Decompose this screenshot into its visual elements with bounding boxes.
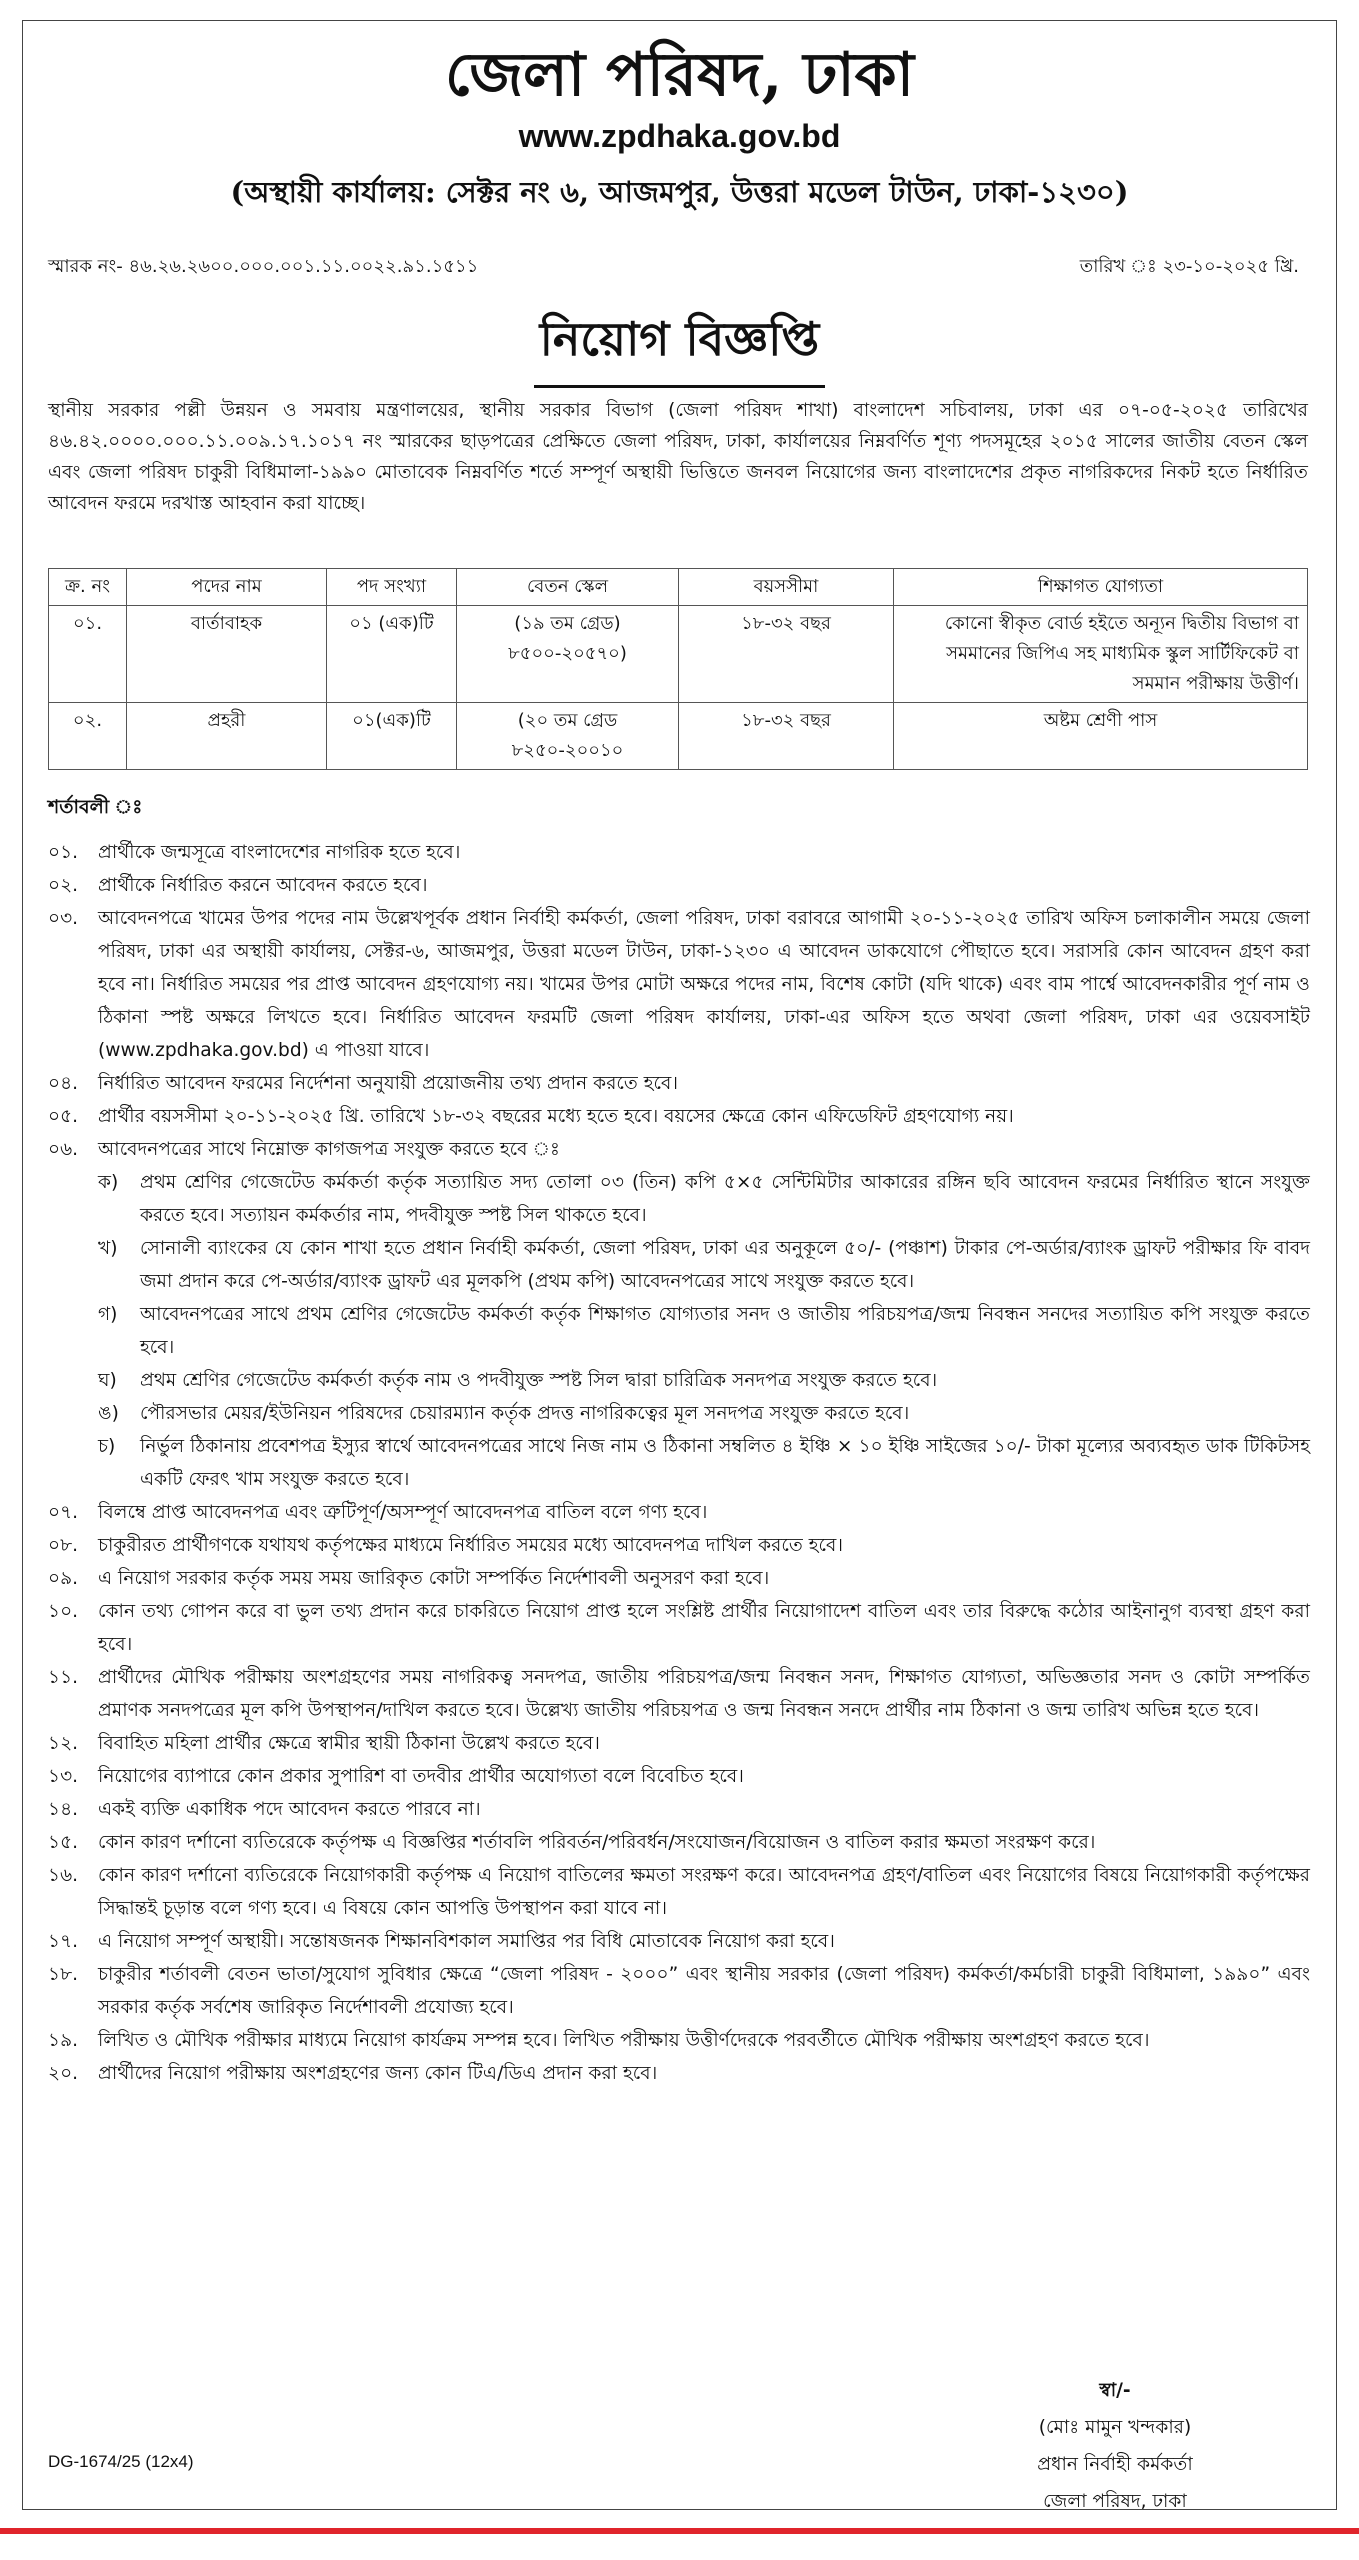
condition-number: ০৩. xyxy=(48,908,79,929)
condition-text: বিলম্বে প্রাপ্ত আবেদনপত্র এবং ত্রুটিপূর্ণ/অসম্পূর্ণ আবেদনপত্র বাতিল বলে গণ্য হবে। xyxy=(98,1502,708,1523)
condition-number: ১৬. xyxy=(48,1865,79,1886)
signatory-designation: প্রধান নির্বাহী কর্মকর্তা xyxy=(1037,2454,1193,2475)
table-row xyxy=(49,703,1308,770)
condition-number: ১১. xyxy=(48,1667,79,1688)
website-link[interactable]: www.zpdhaka.gov.bd xyxy=(518,118,841,154)
condition-text: প্রার্থীদের নিয়োগ পরীক্ষায় অংশগ্রহণের জন্য কোন টিএ/ডিএ প্রদান করা হবে। xyxy=(98,2063,658,2084)
condition-number: ০৮. xyxy=(48,1535,79,1556)
condition-item xyxy=(48,869,1310,902)
sub-condition-text: আবেদনপত্রের সাথে প্রথম শ্রেণির গেজেটেড কর্মকর্তা কর্তৃক শিক্ষাগত যোগ্যতার সনদ ও জাতীয় পরিচয়পত্র/জন্ম নিবন্ধন সনদের সত্যায়িত কপি সংযুক্ত করতে হবে। xyxy=(140,1304,1310,1358)
notice-heading: নিয়োগ বিজ্ঞপ্তি xyxy=(534,305,825,388)
sub-condition-item xyxy=(48,1166,1310,1232)
condition-item xyxy=(48,1727,1310,1760)
condition-text: প্রার্থীদের মৌখিক পরীক্ষায় অংশগ্রহণের সময় নাগরিকত্ব সনদপত্র, জাতীয় পরিচয়পত্র/জন্ম নিবন্ধন সনদ, শিক্ষাগত যোগ্যতা, অভিজ্ঞতার সনদ ও কোটা সম্পর্কিত প্রমাণক সনদপত্রের মূল কপি উপস্থাপন/দাখিল করতে হবে। উল্লেখ্য জাতীয় পরিচয়পত্র ও জন্ম নিবন্ধন সনদে প্রার্থীর নাম ঠিকানা ও জন্ম তারিখ অভিন্ন হতে হবে। xyxy=(98,1667,1310,1721)
condition-item xyxy=(48,1595,1310,1661)
sub-condition-text: প্রথম শ্রেণির গেজেটেড কর্মকর্তা কর্তৃক নাম ও পদবীযুক্ত স্পষ্ট সিল দ্বারা চারিত্রিক সনদপত্র সংযুক্ত করতে হবে। xyxy=(140,1370,938,1391)
condition-text: চাকুরীর শর্তাবলী বেতন ভাতা/সুযোগ সুবিধার ক্ষেত্রে “জেলা পরিষদ - ২০০০” এবং স্থানীয় সরকার (জেলা পরিষদ) কর্মকর্তা/কর্মচারী চাকুরী বিধিমালা, ১৯৯০” এবং সরকার কর্তৃক সর্বশেষ জারিকৃত নির্দেশাবলী প্রযোজ্য হবে। xyxy=(98,1964,1310,2018)
sub-condition-marker: ঙ) xyxy=(98,1403,119,1424)
cell-qualification: অষ্টম শ্রেণী পাস xyxy=(894,703,1308,770)
condition-item xyxy=(48,1661,1310,1727)
condition-text: এ নিয়োগ সম্পূর্ণ অস্থায়ী। সন্তোষজনক শিক্ষানবিশকাল সমাপ্তির পর বিধি মোতাবেক নিয়োগ করা হবে। xyxy=(98,1931,835,1952)
sub-condition-text: প্রথম শ্রেণির গেজেটেড কর্মকর্তা কর্তৃক সত্যায়িত সদ্য তোলা ০৩ (তিন) কপি ৫×৫ সেন্টিমিটার আকারের রঙ্গিন ছবি আবেদন ফরমের নির্ধারিত স্থানে সংযুক্ত করতে হবে। সত্যায়ন কর্মকর্তার নাম, পদবীযুক্ত স্পষ্ট সিল থাকতে হবে। xyxy=(140,1172,1310,1226)
cell-post: প্রহরী xyxy=(127,703,327,770)
signature-block xyxy=(990,2372,1240,2520)
condition-text: কোন কারণ দর্শানো ব্যতিরেকে নিয়োগকারী কর্তৃপক্ষ এ নিয়োগ বাতিলের ক্ষমতা সংরক্ষণ করে। আবেদনপত্র গ্রহণ/বাতিল এবং নিয়োগের বিষয়ে নিয়োগকারী কর্তৃপক্ষের সিদ্ধান্তই চূড়ান্ত বলে গণ্য হবে। এ বিষয়ে কোন আপত্তি উপস্থাপন করা যাবে না। xyxy=(98,1865,1310,1919)
sub-condition-item xyxy=(48,1232,1310,1298)
condition-item xyxy=(48,1859,1310,1925)
col-header-age: বয়সসীমা xyxy=(679,569,894,606)
condition-number: ১৭. xyxy=(48,1931,79,1952)
condition-item xyxy=(48,1925,1310,1958)
cell-scale xyxy=(457,606,679,703)
sub-condition-marker: ঘ) xyxy=(98,1370,117,1391)
condition-number: ০২. xyxy=(48,875,79,896)
dg-code: DG-1674/25 (12x4) xyxy=(48,2452,194,2471)
condition-number: ১৩. xyxy=(48,1766,79,1787)
condition-item xyxy=(48,1958,1310,2024)
sub-condition-text: পৌরসভার মেয়র/ইউনিয়ন পরিষদের চেয়ারম্যান কর্তৃক প্রদত্ত নাগরিকত্বের মূল সনদপত্র সংযুক্ত করতে হবে। xyxy=(140,1403,910,1424)
condition-item xyxy=(48,1100,1310,1133)
footer-accent-line xyxy=(0,2528,1359,2534)
condition-item xyxy=(48,1826,1310,1859)
condition-item xyxy=(48,836,1310,869)
condition-item xyxy=(48,2057,1310,2090)
condition-number: ২০. xyxy=(48,2063,79,2084)
cell-qualification: কোনো স্বীকৃত বোর্ড হইতে অন্যূন দ্বিতীয় বিভাগ বা সমমানের জিপিএ সহ মাধ্যমিক স্কুল সার্টিফিকেট বা সমমান পরীক্ষায় উত্তীর্ণ। xyxy=(894,606,1308,703)
cell-scale-grade: (১৯ তম গ্রেড) xyxy=(514,613,621,634)
condition-text: নিয়োগের ব্যাপারে কোন প্রকার সুপারিশ বা তদবীর প্রার্থীর অযোগ্যতা বলে বিবেচিত হবে। xyxy=(98,1766,744,1787)
cell-post: বার্তাবাহক xyxy=(127,606,327,703)
cell-count: ০১ (এক)টি xyxy=(327,606,457,703)
condition-text: কোন কারণ দর্শানো ব্যতিরেকে কর্তৃপক্ষ এ বিজ্ঞপ্তির শর্তাবলি পরিবর্তন/পরিবর্ধন/সংযোজন/বিয়োজন ও বাতিল করার ক্ষমতা সংরক্ষণ করে। xyxy=(98,1832,1096,1853)
condition-item xyxy=(48,1562,1310,1595)
condition-number: ০৭. xyxy=(48,1502,79,1523)
col-header-serial: ক্র. নং xyxy=(49,569,127,606)
cell-scale-range: ৮২৫০-২০০১০ xyxy=(511,740,624,761)
office-title: জেলা পরিষদ, ঢাকা xyxy=(444,40,914,110)
condition-number: ১৫. xyxy=(48,1832,79,1853)
condition-number: ০১. xyxy=(48,842,79,863)
memo-number: স্মারক নং- ৪৬.২৬.২৬০০.০০০.০০১.১১.০০২২.৯১.১৫১১ xyxy=(48,256,479,277)
condition-item xyxy=(48,1760,1310,1793)
cell-serial: ০২. xyxy=(49,703,127,770)
cell-age: ১৮-৩২ বছর xyxy=(679,606,894,703)
office-address: (অস্থায়ী কার্যালয়: সেক্টর নং ৬, আজমপুর, উত্তরা মডেল টাউন, ঢাকা-১২৩০) xyxy=(230,175,1129,209)
condition-item xyxy=(48,1496,1310,1529)
sub-condition-item xyxy=(48,1430,1310,1496)
conditions-heading: শর্তাবলী ঃ xyxy=(48,796,143,818)
sub-condition-marker: গ) xyxy=(98,1304,118,1325)
condition-number: ১৯. xyxy=(48,2030,79,2051)
vacancy-table xyxy=(48,568,1308,770)
condition-number: ১৮. xyxy=(48,1964,79,1985)
condition-number: ০৪. xyxy=(48,1073,79,1094)
signatory-office: জেলা পরিষদ, ঢাকা xyxy=(1043,2491,1187,2512)
notice-heading-wrap xyxy=(0,305,1359,388)
condition-text: চাকুরীরত প্রার্থীগণকে যথাযথ কর্তৃপক্ষের মাধ্যমে নির্ধারিত সময়ের মধ্যে আবেদনপত্র দাখিল করতে হবে। xyxy=(98,1535,843,1556)
condition-number: ০৬. xyxy=(48,1139,79,1160)
sub-condition-item xyxy=(48,1298,1310,1364)
condition-number: ০৫. xyxy=(48,1106,79,1127)
condition-text: কোন তথ্য গোপন করে বা ভুল তথ্য প্রদান করে চাকরিতে নিয়োগ প্রাপ্ত হলে সংশ্লিষ্ট প্রার্থীর নিয়োগাদেশ বাতিল এবং তার বিরুদ্ধে কঠোর আইনানুগ ব্যবস্থা গ্রহণ করা হবে। xyxy=(98,1601,1310,1655)
condition-item xyxy=(48,1793,1310,1826)
col-header-post: পদের নাম xyxy=(127,569,327,606)
condition-text: আবেদনপত্রের সাথে নিম্নোক্ত কাগজপত্র সংযুক্ত করতে হবে ঃ xyxy=(98,1139,560,1160)
condition-number: ১২. xyxy=(48,1733,79,1754)
sub-condition-item xyxy=(48,1364,1310,1397)
condition-item xyxy=(48,1067,1310,1100)
condition-text: নির্ধারিত আবেদন ফরমের নির্দেশনা অনুযায়ী প্রয়োজনীয় তথ্য প্রদান করতে হবে। xyxy=(98,1073,678,1094)
condition-number: ১০. xyxy=(48,1601,79,1622)
sub-condition-marker: ক) xyxy=(98,1172,119,1193)
condition-number: ১৪. xyxy=(48,1799,79,1820)
cell-serial: ০১. xyxy=(49,606,127,703)
condition-text: প্রার্থীর বয়সসীমা ২০-১১-২০২৫ খ্রি. তারিখে ১৮-৩২ বছরের মধ্যে হতে হবে। বয়সের ক্ষেত্রে কোন এফিডেফিট গ্রহণযোগ্য নয়। xyxy=(98,1106,1014,1127)
sub-condition-text: নির্ভুল ঠিকানায় প্রবেশপত্র ইস্যুর স্বার্থে আবেদনপত্রের সাথে নিজ নাম ও ঠিকানা সম্বলিত ৪ ইঞ্চি × ১০ ইঞ্চি সাইজের ১০/- টাকা মূল্যের অব্যবহৃত ডাক টিকিটসহ একটি ফেরৎ খাম সংযুক্ত করতে হবে। xyxy=(140,1436,1310,1490)
signature-mark: স্বা/- xyxy=(1099,2380,1131,2401)
table-header-row xyxy=(49,569,1308,606)
condition-item xyxy=(48,2024,1310,2057)
condition-item xyxy=(48,1529,1310,1562)
condition-text: লিখিত ও মৌখিক পরীক্ষার মাধ্যমে নিয়োগ কার্যক্রম সম্পন্ন হবে। লিখিত পরীক্ষায় উত্তীর্ণদেরকে পরবর্তীতে মৌখিক পরীক্ষায় অংশগ্রহণ করতে হবে। xyxy=(98,2030,1150,2051)
sub-condition-marker: খ) xyxy=(98,1238,118,1259)
condition-text: একই ব্যক্তি একাধিক পদে আবেদন করতে পারবে না। xyxy=(98,1799,481,1820)
signatory-name: (মোঃ মামুন খন্দকার) xyxy=(1038,2417,1192,2438)
condition-text: এ নিয়োগ সরকার কর্তৃক সময় সময় জারিকৃত কোটা সম্পর্কিত নির্দেশাবলী অনুসরণ করা হবে। xyxy=(98,1568,770,1589)
sub-condition-item xyxy=(48,1397,1310,1430)
cell-scale-range: ৮৫০০-২০৫৭০) xyxy=(508,643,627,664)
table-row xyxy=(49,606,1308,703)
condition-text: প্রার্থীকে জন্মসূত্রে বাংলাদেশের নাগরিক হতে হবে। xyxy=(98,842,461,863)
condition-item xyxy=(48,1133,1310,1166)
condition-text: প্রার্থীকে নির্ধারিত করনে আবেদন করতে হবে। xyxy=(98,875,428,896)
cell-scale xyxy=(457,703,679,770)
cell-age: ১৮-৩২ বছর xyxy=(679,703,894,770)
condition-text: বিবাহিত মহিলা প্রার্থীর ক্ষেত্রে স্বামীর স্থায়ী ঠিকানা উল্লেখ করতে হবে। xyxy=(98,1733,600,1754)
condition-item xyxy=(48,902,1310,1067)
cell-scale-grade: (২০ তম গ্রেড xyxy=(517,710,618,731)
condition-number: ০৯. xyxy=(48,1568,79,1589)
condition-text: আবেদনপত্রে খামের উপর পদের নাম উল্লেখপূর্বক প্রধান নির্বাহী কর্মকর্তা, জেলা পরিষদ, ঢাকা বরাবরে আগামী ২০-১১-২০২৫ তারিখ অফিস চলাকালীন সময়ে জেলা পরিষদ, ঢাকা এর অস্থায়ী কার্যালয়, সেক্টর-৬, আজমপুর, উত্তরা মডেল টাউন, ঢাকা-১২৩০ এ আবেদন ডাকযোগে পৌছাতে হবে। সরাসরি কোন আবেদন গ্রহণ করা হবে না। নির্ধারিত সময়ের পর প্রাপ্ত আবেদন গ্রহণযোগ্য নয়। খামের উপর মোটা অক্ষরে পদের নাম, বিশেষ কোটা (যদি থাকে) এবং বাম পার্শ্বে আবেদনকারীর পূর্ণ নাম ও ঠিকানা স্পষ্ট অক্ষরে লিখতে হবে। নির্ধারিত আবেদন ফরমটি জেলা পরিষদ কার্যালয়, ঢাকা-এর অফিস হতে অথবা জেলা পরিষদ, ঢাকা এর ওয়েবসাইট (www.zpdhaka.gov.bd) এ পাওয়া যাবে। xyxy=(98,908,1310,1061)
cell-count: ০১(এক)টি xyxy=(327,703,457,770)
intro-paragraph: স্থানীয় সরকার পল্লী উন্নয়ন ও সমবায় মন্ত্রণালয়ের, স্থানীয় সরকার বিভাগ (জেলা পরিষদ শাখা) বাংলাদেশ সচিবালয়, ঢাকা এর ০৭-০৫-২০২৫ তারিখের ৪৬.৪২.০০০০.০০০.১১.০০৯.১৭.১০১৭ নং স্মারকের ছাড়পত্রের প্রেক্ষিতে জেলা পরিষদ, ঢাকা, কার্যালয়ের নিম্নবর্ণিত শূণ্য পদসমূহের ২০১৫ সালের জাতীয় বেতন স্কেল এবং জেলা পরিষদ চাকুরী বিধিমালা-১৯৯০ মোতাবেক নিম্নবর্ণিত শর্তে সম্পূর্ণ অস্থায়ী ভিত্তিতে জনবল নিয়োগের জন্য বাংলাদেশের প্রকৃত নাগরিকদের নিকট হতে নির্ধারিত আবেদন ফরমে দরখাস্ত আহবান করা যাচ্ছে। xyxy=(48,400,1308,514)
notice-date: তারিখ ঃ ২৩-১০-২০২৫ খ্রি. xyxy=(1079,256,1299,277)
col-header-count: পদ সংখ্যা xyxy=(327,569,457,606)
sub-condition-text: সোনালী ব্যাংকের যে কোন শাখা হতে প্রধান নির্বাহী কর্মকর্তা, জেলা পরিষদ, ঢাকা এর অনুকূলে ৫০/- (পঞ্চাশ) টাকার পে-অর্ডার/ব্যাংক ড্রাফট পরীক্ষার ফি বাবদ জমা প্রদান করে পে-অর্ডার/ব্যাংক ড্রাফট এর মূলকপি (প্রথম কপি) আবেদনপত্রের সাথে সংযুক্ত করতে হবে। xyxy=(140,1238,1310,1292)
sub-condition-marker: চ) xyxy=(98,1436,116,1457)
col-header-qualification: শিক্ষাগত যোগ্যতা xyxy=(894,569,1308,606)
col-header-scale: বেতন স্কেল xyxy=(457,569,679,606)
conditions-list xyxy=(48,836,1310,2090)
